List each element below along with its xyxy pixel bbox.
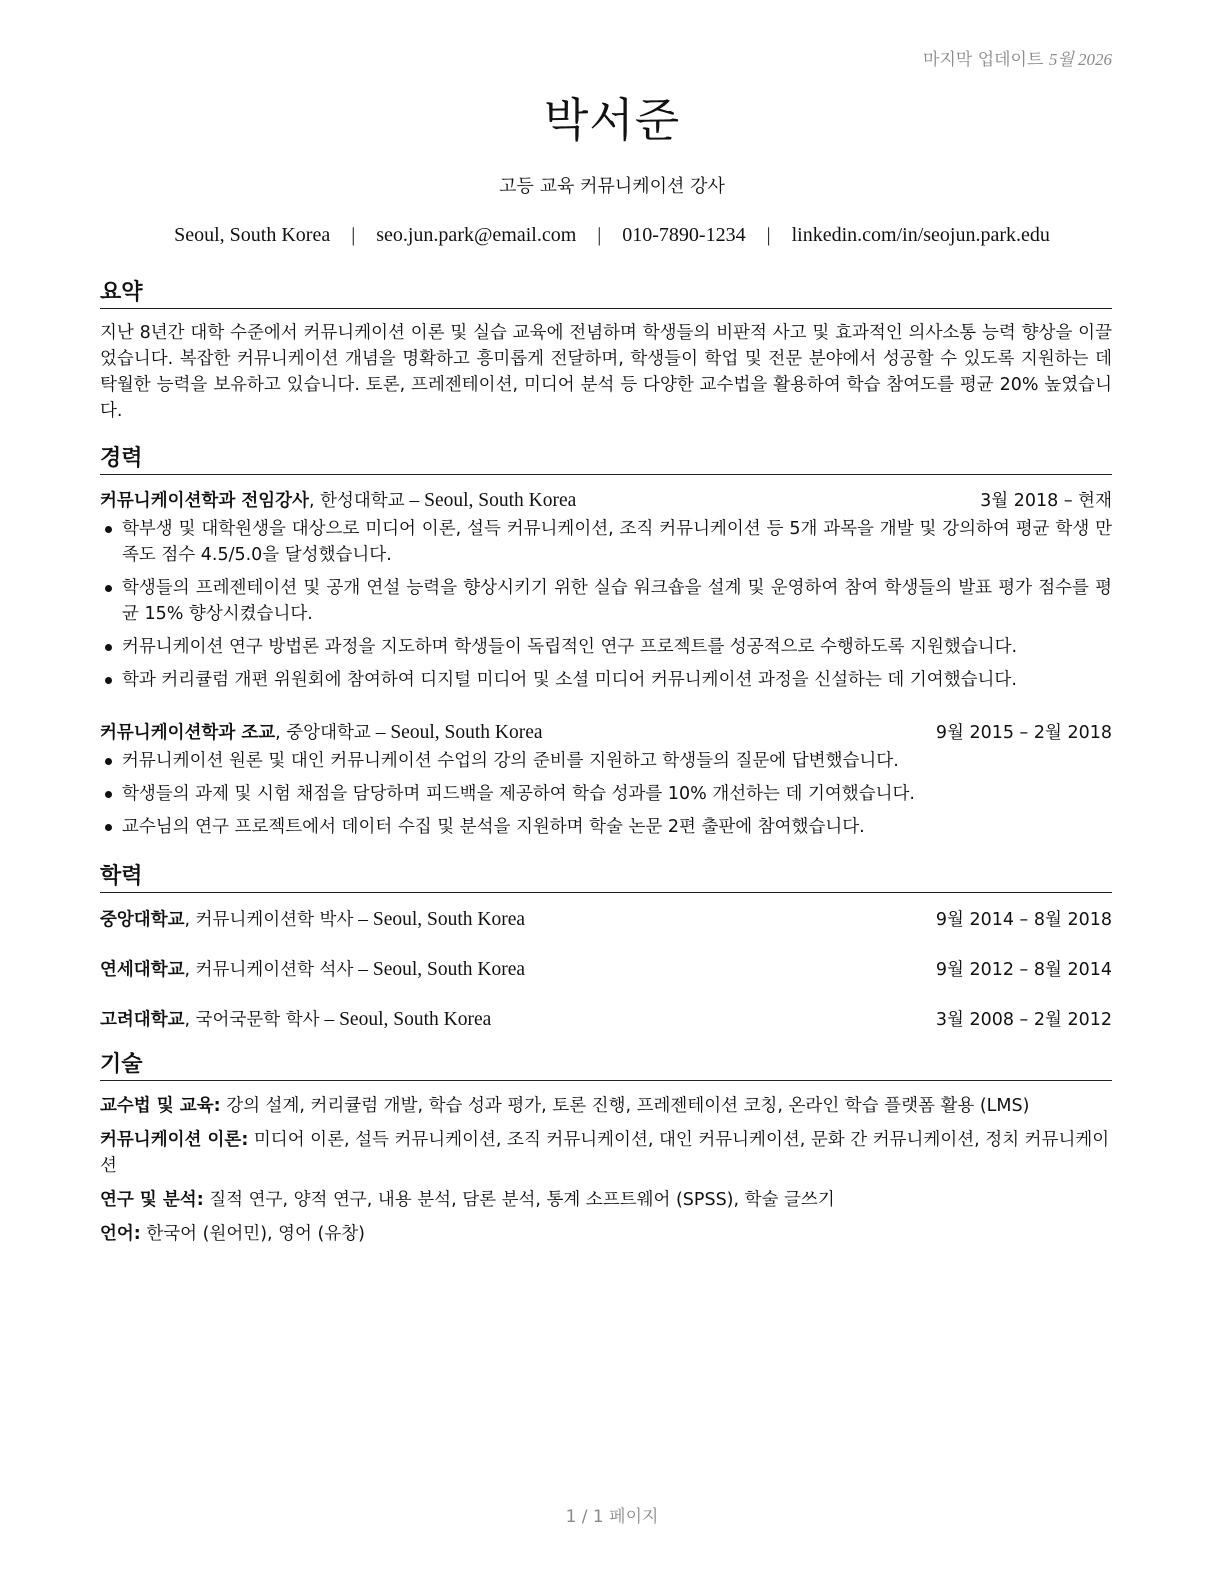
contact-line	[0, 224, 1224, 247]
job-location: – Seoul, South Korea	[370, 722, 543, 743]
education-dates: 9월 2014 – 8월 2018	[935, 910, 1112, 930]
education-entry	[100, 906, 1112, 931]
skill-label: 커뮤니케이션 이론:	[100, 1130, 249, 1150]
skill-row	[100, 1127, 1112, 1179]
candidate-name: 박서준	[543, 93, 681, 147]
list-item: 커뮤니케이션 연구 방법론 과정을 지도하며 학생들이 독립적인 연구 프로젝트를 성공적으로 수행하도록 지원했습니다.	[100, 634, 1112, 660]
list-item: 학생들의 프레젠테이션 및 공개 연설 능력을 향상시키기 위한 실습 워크숍을 설계 및 운영하여 참여 학생들의 발표 평가 점수를 평균 15% 향상시켰습니다.	[100, 575, 1112, 627]
section-heading-skills: 기술	[100, 1047, 1112, 1081]
school-name: 고려대학교	[100, 1010, 185, 1030]
page-number: 1 / 1 페이지	[565, 1507, 659, 1527]
last-updated	[923, 45, 1112, 70]
experience-entry-header	[100, 487, 1112, 512]
school-location: – Seoul, South Korea	[319, 1009, 492, 1030]
job-dates: 3월 2018 – 현재	[980, 491, 1112, 511]
contact-email[interactable]: seo.jun.park@email.com	[376, 224, 577, 246]
list-item: 학생들의 과제 및 시험 채점을 담당하며 피드백을 제공하여 학습 성과를 10% 개선하는 데 기여했습니다.	[100, 781, 1112, 807]
skill-value: 미디어 이론, 설득 커뮤니케이션, 조직 커뮤니케이션, 대인 커뮤니케이션, 문화 간 커뮤니케이션, 정치 커뮤니케이션	[100, 1130, 1110, 1176]
last-updated-label: 마지막 업데이트	[923, 50, 1044, 70]
candidate-title: 고등 교육 커뮤니케이션 강사	[499, 176, 725, 197]
education-entry	[100, 956, 1112, 981]
skill-value: 한국어 (원어민), 영어 (유창)	[140, 1224, 365, 1244]
school-location: – Seoul, South Korea	[353, 959, 526, 980]
skill-row	[100, 1221, 1112, 1247]
contact-separator: |	[597, 224, 602, 246]
list-item: 커뮤니케이션 원론 및 대인 커뮤니케이션 수업의 강의 준비를 지원하고 학생들의 질문에 답변했습니다.	[100, 748, 1112, 774]
degree: , 국어국문학 학사	[184, 1010, 320, 1030]
contact-location: Seoul, South Korea	[174, 224, 331, 246]
education-dates: 9월 2012 – 8월 2014	[935, 960, 1112, 980]
skill-row	[100, 1093, 1112, 1119]
section-heading-education: 학력	[100, 859, 1112, 893]
job-location: – Seoul, South Korea	[404, 490, 577, 511]
education-entry	[100, 1006, 1112, 1031]
school-name: 중앙대학교	[100, 910, 185, 930]
skill-label: 교수법 및 교육:	[100, 1096, 221, 1116]
section-heading-summary: 요약	[100, 275, 1112, 309]
section-heading-experience: 경력	[100, 441, 1112, 475]
skill-label: 언어:	[100, 1224, 141, 1244]
last-updated-date: 5월 2026	[1048, 50, 1112, 69]
skill-label: 연구 및 분석:	[100, 1190, 204, 1210]
experience-bullets	[100, 516, 1112, 700]
skill-row	[100, 1187, 1112, 1213]
experience-bullets	[100, 748, 1112, 847]
contact-separator: |	[351, 224, 356, 246]
skill-value: 질적 연구, 양적 연구, 내용 분석, 담론 분석, 통계 소프트웨어 (SPSS), 학술 글쓰기	[203, 1190, 835, 1210]
degree: , 커뮤니케이션학 박사	[184, 910, 354, 930]
contact-phone: 010-7890-1234	[622, 224, 746, 246]
summary-text: 지난 8년간 대학 수준에서 커뮤니케이션 이론 및 실습 교육에 전념하며 학생들의 비판적 사고 및 효과적인 의사소통 능력 향상을 이끌었습니다. 복잡한 커뮤니케이션 개념을 명확하고 흥미롭게 전달하며, 학생들이 학업 및 전문 분야에서 성공할 수 있도록 지원하는 데 탁월한 능력을 보유하고 있습니다. 토론, 프레젠테이션, 미디어 분석 등 다양한 교수법을 활용하여 학습 참여도를 평균 20% 높였습니다.	[100, 323, 1112, 421]
experience-entry-header	[100, 719, 1112, 744]
list-item: 학부생 및 대학원생을 대상으로 미디어 이론, 설득 커뮤니케이션, 조직 커뮤니케이션 등 5개 과목을 개발 및 강의하여 평균 학생 만족도 점수 4.5/5.0을 달성했습니다.	[100, 516, 1112, 568]
list-item: 학과 커리큘럼 개편 위원회에 참여하여 디지털 미디어 및 소셜 미디어 커뮤니케이션 과정을 신설하는 데 기여했습니다.	[100, 667, 1112, 693]
job-role: 커뮤니케이션학과 전임강사	[100, 491, 309, 511]
job-role: 커뮤니케이션학과 조교	[100, 723, 276, 743]
school-location: – Seoul, South Korea	[353, 909, 526, 930]
skill-value: 강의 설계, 커리큘럼 개발, 학습 성과 평가, 토론 진행, 프레젠테이션 코칭, 온라인 학습 플랫폼 활용 (LMS)	[220, 1096, 1030, 1116]
school-name: 연세대학교	[100, 960, 185, 980]
contact-separator: |	[766, 224, 771, 246]
degree: , 커뮤니케이션학 석사	[184, 960, 354, 980]
job-org: , 중앙대학교	[275, 723, 371, 743]
job-dates: 9월 2015 – 2월 2018	[935, 723, 1112, 743]
contact-linkedin[interactable]: linkedin.com/in/seojun.park.edu	[791, 224, 1050, 246]
job-org: , 한성대학교	[308, 491, 405, 511]
list-item: 교수님의 연구 프로젝트에서 데이터 수집 및 분석을 지원하며 학술 논문 2편 출판에 참여했습니다.	[100, 814, 1112, 840]
education-dates: 3월 2008 – 2월 2012	[935, 1010, 1112, 1030]
